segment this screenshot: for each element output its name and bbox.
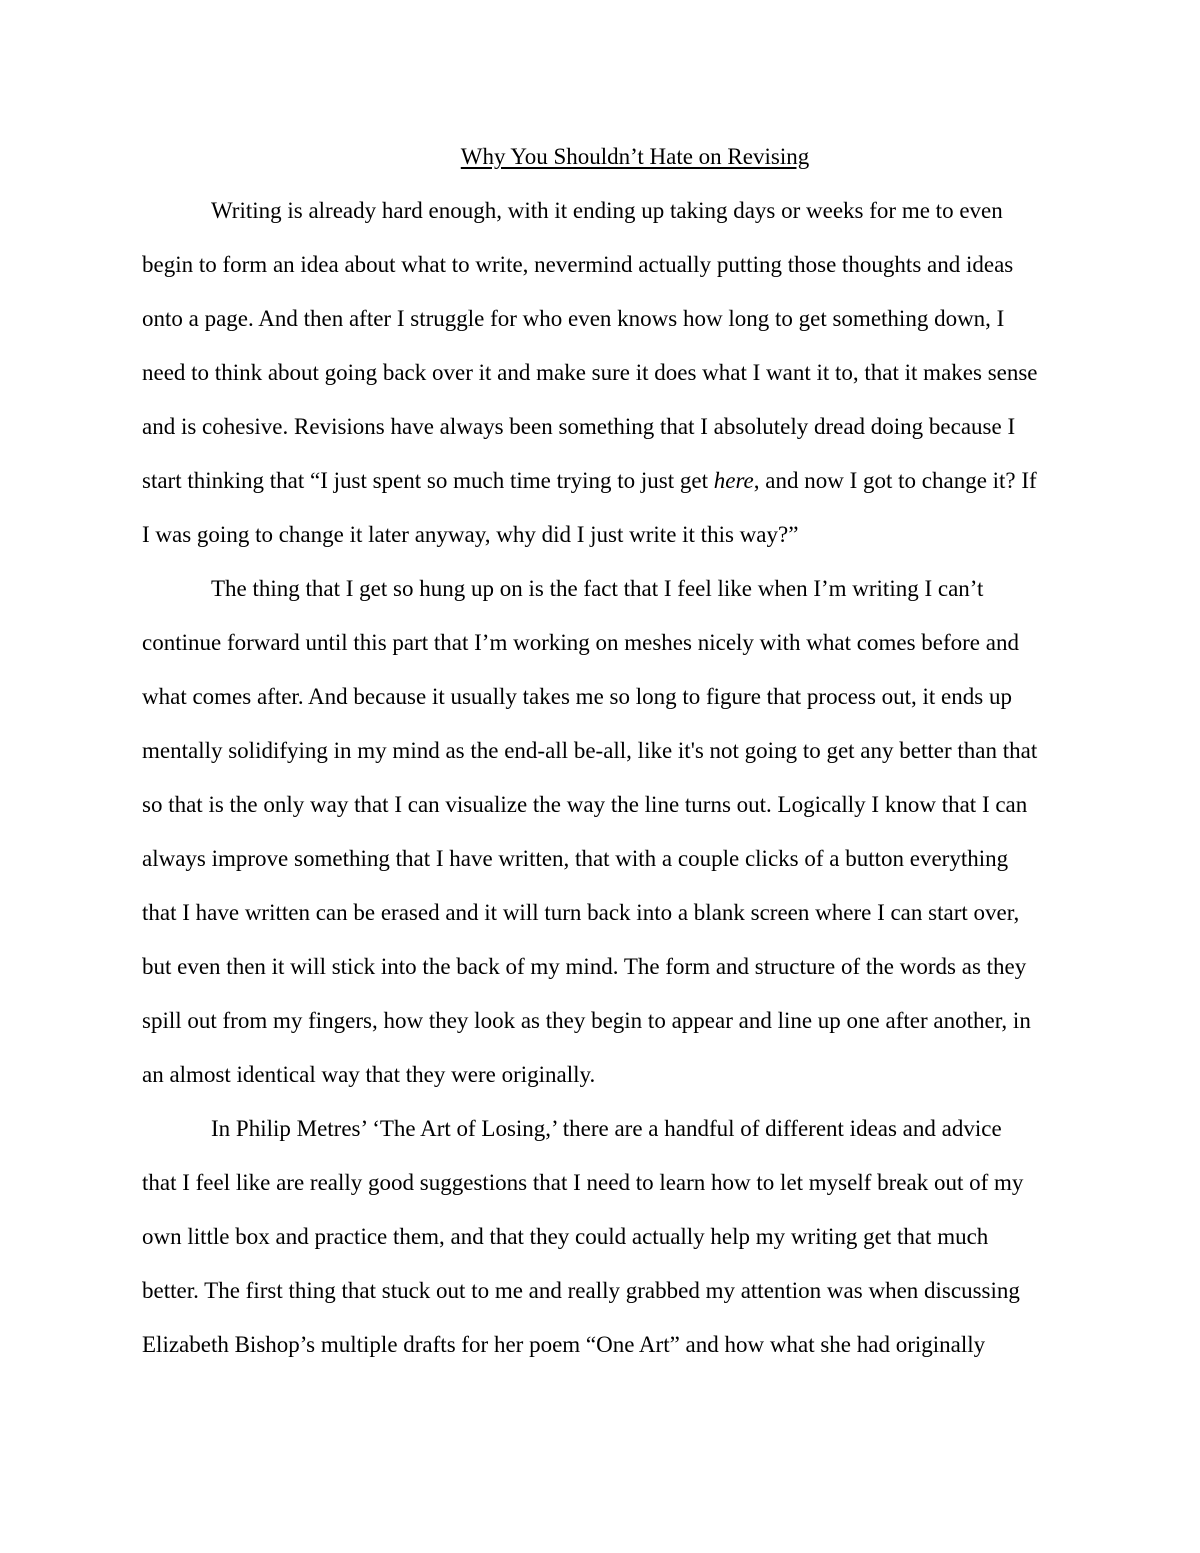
paragraph-text: , and now I got to change it? If bbox=[753, 468, 1037, 493]
paragraph-text: start thinking that “I just spent so much time trying to just get bbox=[142, 468, 714, 493]
paragraph-line: so that is the only way that I can visualize the way the line turns out. Logically I know that I can bbox=[142, 792, 1028, 817]
paragraph-line: spill out from my fingers, how they look as they begin to appear and line up one after another, in bbox=[142, 1008, 1031, 1033]
emphasized-text: here bbox=[713, 468, 754, 493]
paragraph-line: I was going to change it later anyway, why did I just write it this way?” bbox=[142, 522, 799, 547]
paragraph-line: better. The first thing that stuck out to me and really grabbed my attention was when discussing bbox=[142, 1278, 1020, 1303]
document-title: Why You Shouldn’t Hate on Revising bbox=[460, 144, 810, 169]
paragraph-line: and is cohesive. Revisions have always been something that I absolutely dread doing because I bbox=[142, 414, 1016, 439]
paragraph-line: Elizabeth Bishop’s multiple drafts for her poem “One Art” and how what she had originally bbox=[142, 1332, 986, 1357]
paragraph-line: Writing is already hard enough, with it ending up taking days or weeks for me to even bbox=[211, 198, 1003, 223]
paragraph-line: always improve something that I have written, that with a couple clicks of a button everything bbox=[142, 846, 1009, 871]
paragraph-line: but even then it will stick into the back of my mind. The form and structure of the words as they bbox=[142, 954, 1027, 979]
paragraph-line: onto a page. And then after I struggle for who even knows how long to get something down, I bbox=[142, 306, 1005, 331]
paragraph-line: mentally solidifying in my mind as the end-all be-all, like it's not going to get any better than that bbox=[142, 738, 1038, 763]
paragraph-line: In Philip Metres’ ‘The Art of Losing,’ there are a handful of different ideas and advice bbox=[211, 1116, 1002, 1141]
paragraph-line: begin to form an idea about what to write, nevermind actually putting those thoughts and ideas bbox=[142, 252, 1014, 277]
paragraph-line: continue forward until this part that I’m working on meshes nicely with what comes before and bbox=[142, 630, 1019, 655]
paragraph-line: The thing that I get so hung up on is the fact that I feel like when I’m writing I can’t bbox=[211, 576, 984, 601]
paragraph-line: what comes after. And because it usually takes me so long to figure that process out, it ends up bbox=[142, 684, 1012, 709]
paragraph-line: own little box and practice them, and that they could actually help my writing get that much bbox=[142, 1224, 989, 1249]
paragraph-line: that I feel like are really good suggestions that I need to learn how to let myself break out of my bbox=[142, 1170, 1024, 1195]
paragraph-line: that I have written can be erased and it will turn back into a blank screen where I can start over, bbox=[142, 900, 1020, 925]
paragraph-line bbox=[142, 467, 1037, 495]
paragraph-line: need to think about going back over it and make sure it does what I want it to, that it makes sense bbox=[142, 360, 1038, 385]
paragraph-line: an almost identical way that they were originally. bbox=[142, 1062, 596, 1087]
